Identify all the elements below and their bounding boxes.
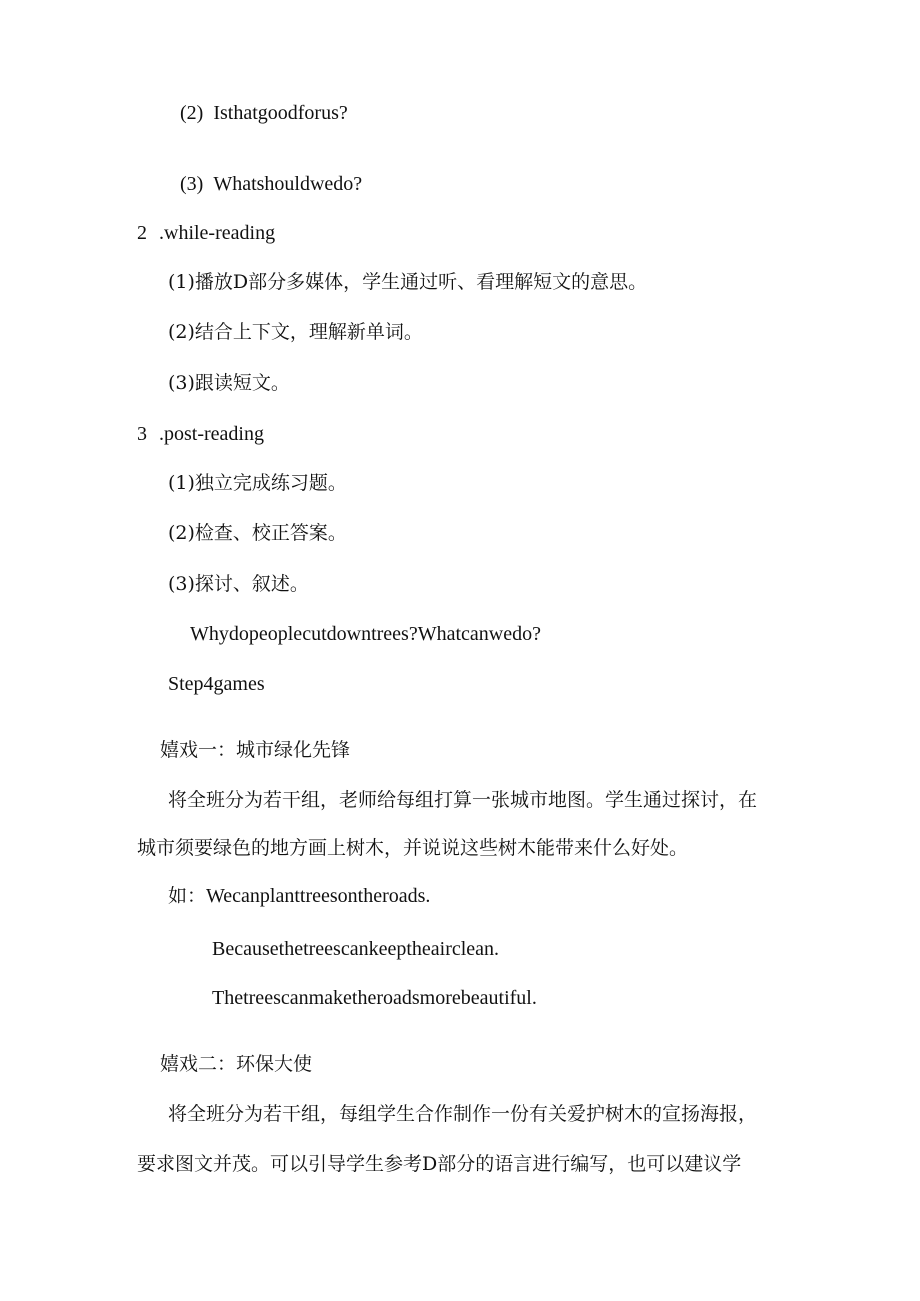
section-number: 2 [137, 222, 147, 244]
game1-example-1 [168, 882, 430, 910]
example-label: 如： [168, 885, 207, 907]
question-3-text: Whatshouldwedo? [213, 173, 363, 195]
while-reading-item-2: (2)结合上下文，理解新单词。 [168, 321, 423, 343]
question-2-number: (2) [180, 102, 204, 124]
game2-title: 嬉戏二：环保大使 [160, 1053, 313, 1075]
while-reading-item-3: (3)跟读短文。 [168, 372, 290, 394]
game1-paragraph-line-1: 将全班分为若干组，老师给每组打算一张城市地图。学生通过探讨，在 [168, 789, 758, 811]
section-number: 3 [137, 423, 147, 445]
game2-paragraph-line-1: 将全班分为若干组，每组学生合作制作一份有关爱护树木的宣扬海报， [168, 1103, 758, 1125]
game1-title: 嬉戏一：城市绿化先锋 [160, 739, 351, 761]
section-post-reading-heading [137, 420, 264, 448]
question-2 [180, 99, 348, 127]
post-reading-item-3: (3)探讨、叙述。 [168, 573, 309, 595]
section-title: .while-reading [159, 222, 276, 244]
game2-paragraph-line-2: 要求图文并茂。可以引导学生参考D部分的语言进行编写，也可以建议学 [137, 1153, 742, 1175]
question-3 [180, 170, 362, 198]
game1-paragraph-line-2: 城市须要绿色的地方画上树木，并说说这些树木能带来什么好处。 [137, 837, 689, 859]
question-2-text: Isthatgoodforus? [213, 102, 348, 124]
while-reading-item-1: (1)播放D部分多媒体，学生通过听、看理解短文的意思。 [168, 271, 648, 293]
section-while-reading-heading [137, 219, 275, 247]
example-sentence: Wecanplanttreesontheroads. [206, 885, 431, 907]
game1-example-2: Becausethetreescankeeptheairclean. [212, 938, 500, 960]
game1-example-3: Thetreescanmaketheroadsmorebeautiful. [212, 987, 537, 1009]
step4-heading: Step4games [168, 673, 265, 695]
post-reading-item-1: (1)独立完成练习题。 [168, 472, 347, 494]
section-title: .post-reading [159, 423, 264, 445]
discussion-question: Whydopeoplecutdowntrees?Whatcanwedo? [190, 623, 541, 645]
post-reading-item-2: (2)检查、校正答案。 [168, 522, 347, 544]
question-3-number: (3) [180, 173, 204, 195]
